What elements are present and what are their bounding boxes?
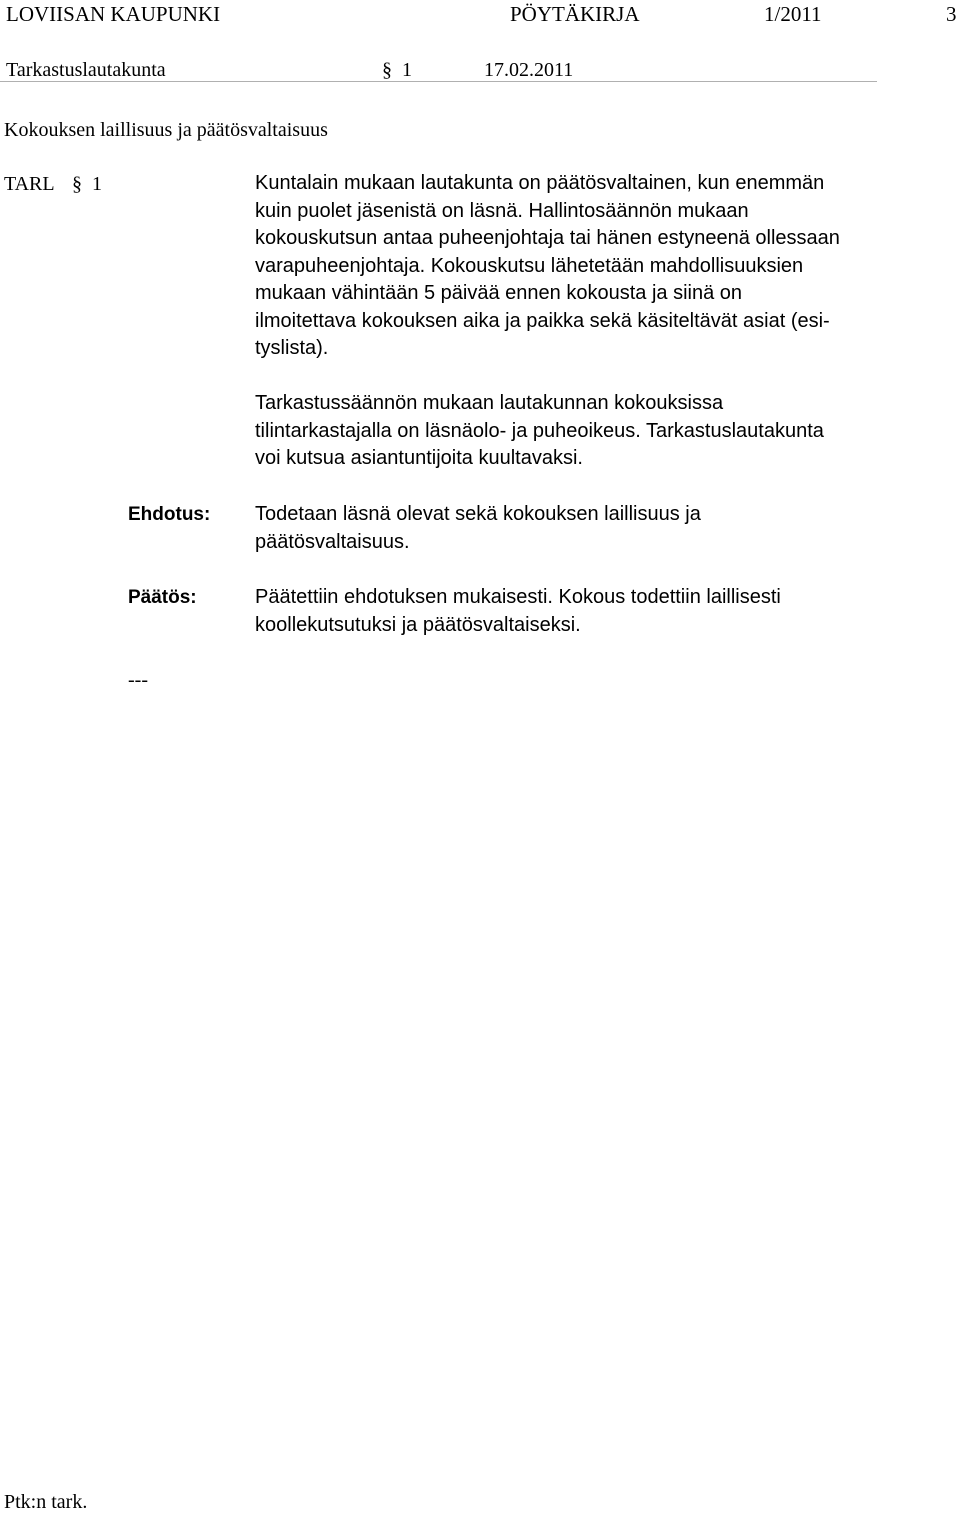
paragraph-line: mukaan vähintään 5 päivää ennen kokousta ja siinä on (255, 282, 743, 304)
paragraph-line: Todetaan läsnä olevat sekä kokouksen laillisuus ja (255, 503, 701, 525)
proposal-label: Ehdotus: (128, 504, 211, 525)
paragraph-line: Tarkastussäännön mukaan lautakunnan kokouksissa (255, 392, 724, 414)
paragraph-line: päätösvaltaisuus. (255, 530, 410, 553)
minutes-checker-label: Ptk:n tark. (4, 1491, 88, 1513)
paragraph-line: ilmoitettava kokouksen aika ja paikka sekä käsiteltävät asiat (esi- (255, 309, 830, 332)
section-mark: § (382, 59, 392, 81)
paragraph-line: Kuntalain mukaan lautakunta on päätösvaltainen, kun enemmän (255, 172, 825, 194)
paragraph-audit-rules (255, 390, 895, 473)
decision-text (255, 584, 895, 639)
document-type: PÖYTÄKIRJA (510, 2, 640, 26)
organization-name: LOVIISAN KAUPUNKI (6, 2, 221, 26)
paragraph-line: tyslista). (255, 337, 329, 359)
item-title: Kokouksen laillisuus ja päätösvaltaisuus (4, 119, 328, 141)
meeting-date: 17.02.2011 (484, 59, 574, 81)
item-reference-number: 1 (92, 173, 102, 195)
committee-name: Tarkastuslautakunta (6, 59, 166, 81)
paragraph-line: kuin puolet jäsenistä on läsnä. Hallintosäännön mukaan (255, 199, 749, 222)
decision-label: Päätös: (128, 587, 197, 608)
paragraph-quorum (255, 170, 895, 363)
issue-number: 1/2011 (764, 2, 822, 26)
paragraph-line: Päätettiin ehdotuksen mukaisesti. Kokous todettiin laillisesti (255, 586, 781, 608)
paragraph-line: kokouskutsun antaa puheenjohtaja tai hänen estyneenä ollessaan (255, 227, 840, 249)
section-separator: --- (128, 669, 148, 691)
header-divider (0, 81, 877, 82)
paragraph-line: varapuheenjohtaja. Kokouskutsu lähetetään mahdollisuuksien (255, 254, 804, 277)
proposal-text (255, 501, 895, 556)
item-reference-prefix: TARL (4, 173, 55, 195)
paragraph-line: tilintarkastajalla on läsnäolo- ja puheoikeus. Tarkastuslautakunta (255, 419, 824, 442)
page-number: 3 (946, 2, 957, 26)
paragraph-line: koollekutsutuksi ja päätösvaltaiseksi. (255, 613, 581, 636)
section-number: 1 (402, 59, 412, 81)
item-reference-mark: § (72, 173, 82, 195)
paragraph-line: voi kutsua asiantuntijoita kuultavaksi. (255, 447, 583, 469)
